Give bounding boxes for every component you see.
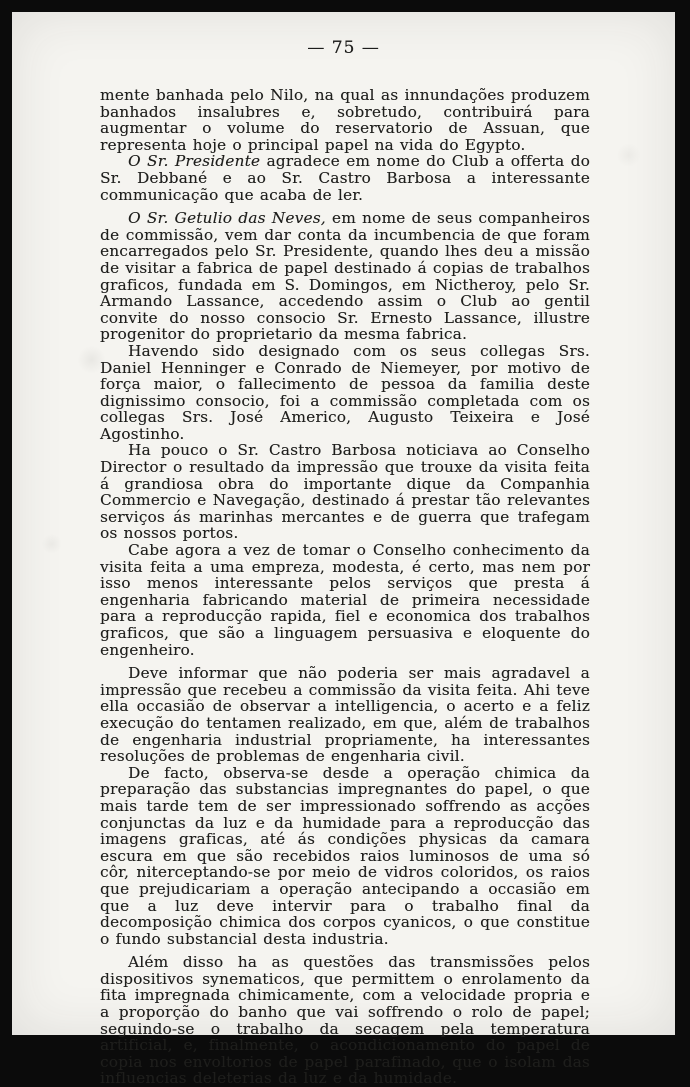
- paragraph-text: agradece em nome do Club a offerta do Sr. Debbané e ao Sr. Castro Barbosa a interessante communicação que acaba de ler.: [100, 152, 590, 204]
- paragraph-text: Havendo sido designado com os seus collegas Srs. Daniel Henninger e Conrado de Niemeyer, por motivo de força maior, o fallecimento de pessoa da familia deste dignissimo consocio, foi a commissão completada com os collegas Srs. José Americo, Augusto Teixeira e José Agostinho.: [100, 341, 590, 443]
- page-number: — 75 —: [307, 38, 380, 58]
- paragraph-text: Cabe agora a vez de tomar o Conselho conhecimento da visita feita a uma empreza, modesta, é certo, mas nem por isso menos interessante pelos serviços que presta á engenharia fabricando material de primeira necessidade para a reproducção rapida, fiel e economica dos trabalhos graficos, que são a linguagem persuasiva e eloquente do engenheiro.: [100, 541, 590, 659]
- paragraph-deve-informar: [100, 665, 590, 765]
- paragraph-continuation: [100, 87, 590, 153]
- paragraph-de-facto: [100, 765, 590, 948]
- paragraph-lead: O Sr. Getulio das Neves,: [128, 209, 326, 228]
- paragraph-text: mente banhada pelo Nilo, na qual as innundações produzem banhados insalubres e, sobretudo, contribuirá para augmentar o volume do reservatorio de Assuan, que representa hoje o principal papel na vida do Egypto.: [100, 86, 590, 154]
- paragraph-text: Além disso ha as questões das transmissões pelos dispositivos synematicos, que permittem o enrolamento da fita impregnada chimicamente, com a velocidade propria e a proporção do banho que vai soffrendo o rolo de papel; seguindo-se o trabalho da secagem pela temperatura artificial, e, finalmente, o acondicionamento do papel de copia nos envoltorios de papel parafinado, que o isolam das influencias deleterias da luz e da humidade.: [100, 953, 590, 1087]
- paragraph-commissao: [100, 343, 590, 443]
- paragraph-alem-disso: [100, 954, 590, 1087]
- paragraph-text: em nome de seus companheiros de commissão, vem dar conta da incumbencia de que foram encarregados pelo Sr. Presidente, quando lhes deu a missão de visitar a fabrica de papel destinado á copias de trabalhos graficos, fundada em S. Domingos, em Nictheroy, pelo Sr. Armando Lassance, accedendo assim o Club ao gentil convite do nosso consocio Sr. Ernesto Lassance, illustre progenitor do proprietario da mesma fabrica.: [100, 209, 591, 344]
- document-page: [12, 12, 675, 1087]
- paragraph-text: Deve informar que não poderia ser mais agradavel a impressão que recebeu a commissão da visita feita. Ahi teve ella occasião de observar a intelligencia, o acerto e a feliz execução do tentamen realizado, em que, além de trabalhos de engenharia industrial propriamente, ha interessantes resoluções de problemas de engenharia civil.: [100, 664, 590, 766]
- text-block: [100, 87, 590, 1087]
- paragraph-text: De facto, observa-se desde a operação chimica da preparação das substancias impregnantes do papel, o que mais tarde tem de ser impressionado soffrendo as acções conjunctas da luz e da humidade para a reproducção das imagens graficas, até ás condições physicas da camara escura em que são recebidos raios luminosos de uma só côr, niterceptando-se por meio de vidros coloridos, os raios que prejudicariam a operação antecipando a occasião em que a luz deve intervir para o trabalho final da decomposição chimica dos corpos cyanicos, o que constitue o fundo substancial desta industria.: [100, 763, 590, 948]
- paragraph-getulio-das-neves: [100, 210, 590, 343]
- paragraph-presidente: [100, 153, 590, 203]
- paragraph-cabe-agora: [100, 542, 590, 658]
- paragraph-lead: O Sr. Presidente: [128, 152, 261, 171]
- paragraph-castro-barbosa: [100, 442, 590, 542]
- paragraph-text: Ha pouco o Sr. Castro Barbosa noticiava ao Conselho Director o resultado da impressão que trouxe da visita feita á grandiosa obra do importante dique da Companhia Commercio e Navegação, destinado á prestar tão relevantes serviços ás marinhas mercantes e de guerra que trafegam os nossos portos.: [100, 441, 590, 543]
